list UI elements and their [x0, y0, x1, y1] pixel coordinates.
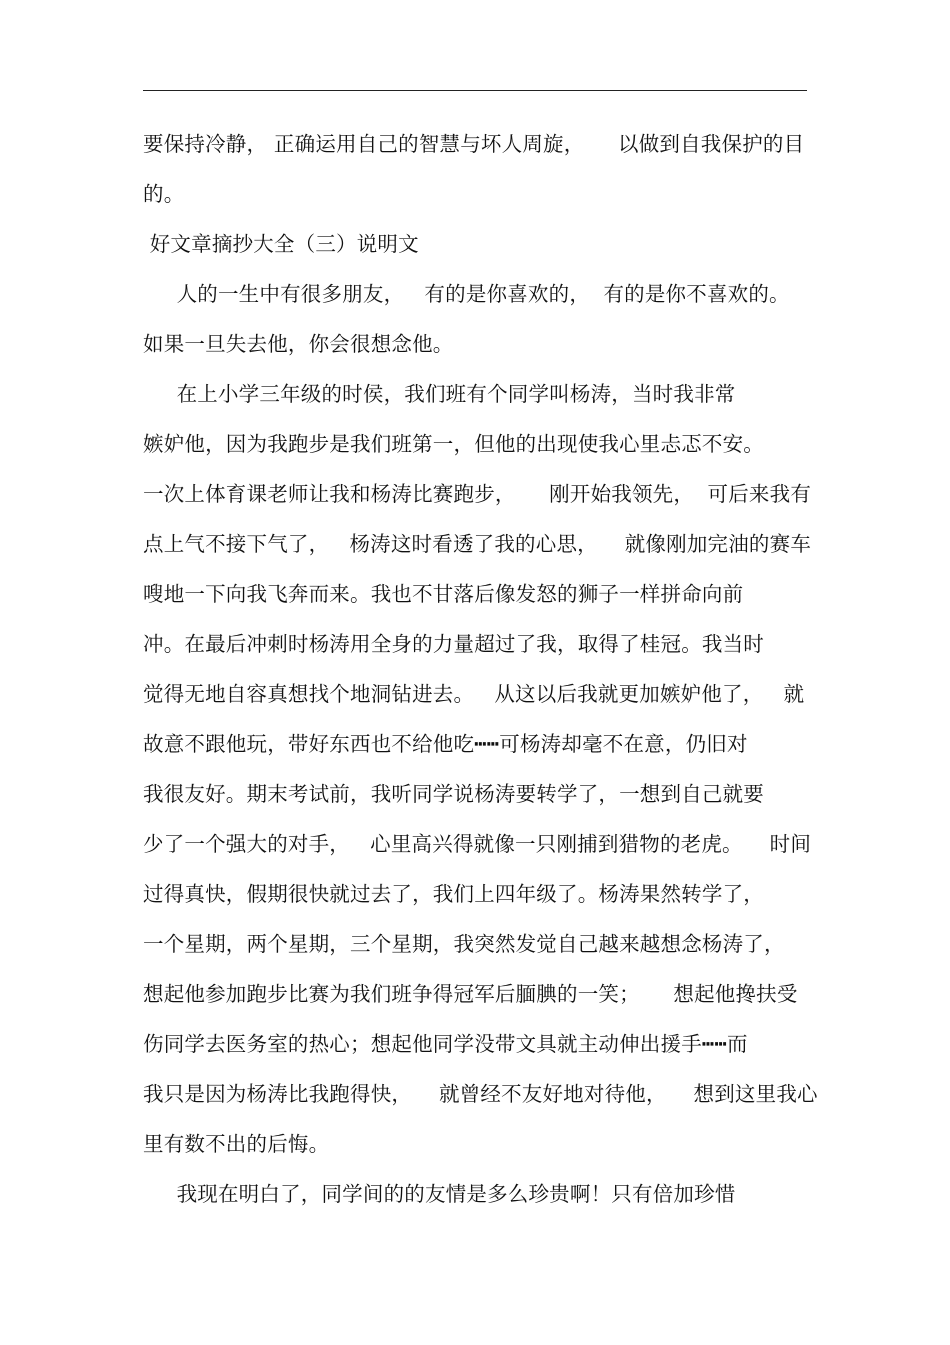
text-line: 嫉妒他，因为我跑步是我们班第一，但他的出现使我心里忐忑不安。 — [143, 432, 764, 456]
header-rule — [143, 90, 807, 91]
text-line: 我只是因为杨涛比我跑得快， 就曾经不友好地对待他， 想到这里我心 — [143, 1082, 818, 1106]
text-line: 一次上体育课老师让我和杨涛比赛跑步， 刚开始我领先， 可后来我有 — [143, 482, 812, 506]
text-line: 人的一生中有很多朋友， 有的是你喜欢的， 有的是你不喜欢的。 — [143, 282, 790, 306]
text-line: 少了一个强大的对手， 心里高兴得就像一只刚捕到猎物的老虎。 时间 — [143, 832, 812, 856]
text-line: 过得真快，假期很快就过去了，我们上四年级了。杨涛果然转学了， — [143, 882, 764, 906]
text-line: 觉得无地自容真想找个地洞钻进去。 从这以后我就更加嫉妒他了， 就 — [143, 682, 805, 706]
text-line: 冲。在最后冲刺时杨涛用全身的力量超过了我，取得了桂冠。我当时 — [143, 632, 764, 656]
text-line: 故意不跟他玩，带好东西也不给他吃┅┅可杨涛却毫不在意，仍旧对 — [143, 732, 748, 756]
text-line: 我很友好。期末考试前，我听同学说杨涛要转学了，一想到自己就要 — [143, 782, 764, 806]
text-line: 我现在明白了，同学间的的友情是多么珍贵啊！只有倍加珍惜 — [143, 1182, 736, 1206]
text-line: 的。 — [143, 182, 185, 206]
text-line: 嗖地一下向我飞奔而来。我也不甘落后像发怒的狮子一样拼命向前 — [143, 582, 744, 606]
text-line: 想起他参加跑步比赛为我们班争得冠军后腼腆的一笑； 想起他搀扶受 — [143, 982, 798, 1006]
text-line: 在上小学三年级的时侯，我们班有个同学叫杨涛，当时我非常 — [143, 382, 736, 406]
text-line: 一个星期，两个星期，三个星期，我突然发觉自己越来越想念杨涛了， — [143, 932, 785, 956]
text-line: 伤同学去医务室的热心；想起他同学没带文具就主动伸出援手┅┅而 — [143, 1032, 748, 1056]
text-line: 点上气不接下气了， 杨涛这时看透了我的心思， 就像刚加完油的赛车 — [143, 532, 812, 556]
text-line: 如果一旦失去他，你会很想念他。 — [143, 332, 454, 356]
section-heading: 好文章摘抄大全（三）说明文 — [143, 232, 419, 256]
text-line: 要保持冷静， 正确运用自己的智慧与坏人周旋， 以做到自我保护的目 — [143, 132, 805, 156]
text-line: 里有数不出的后悔。 — [143, 1132, 330, 1156]
